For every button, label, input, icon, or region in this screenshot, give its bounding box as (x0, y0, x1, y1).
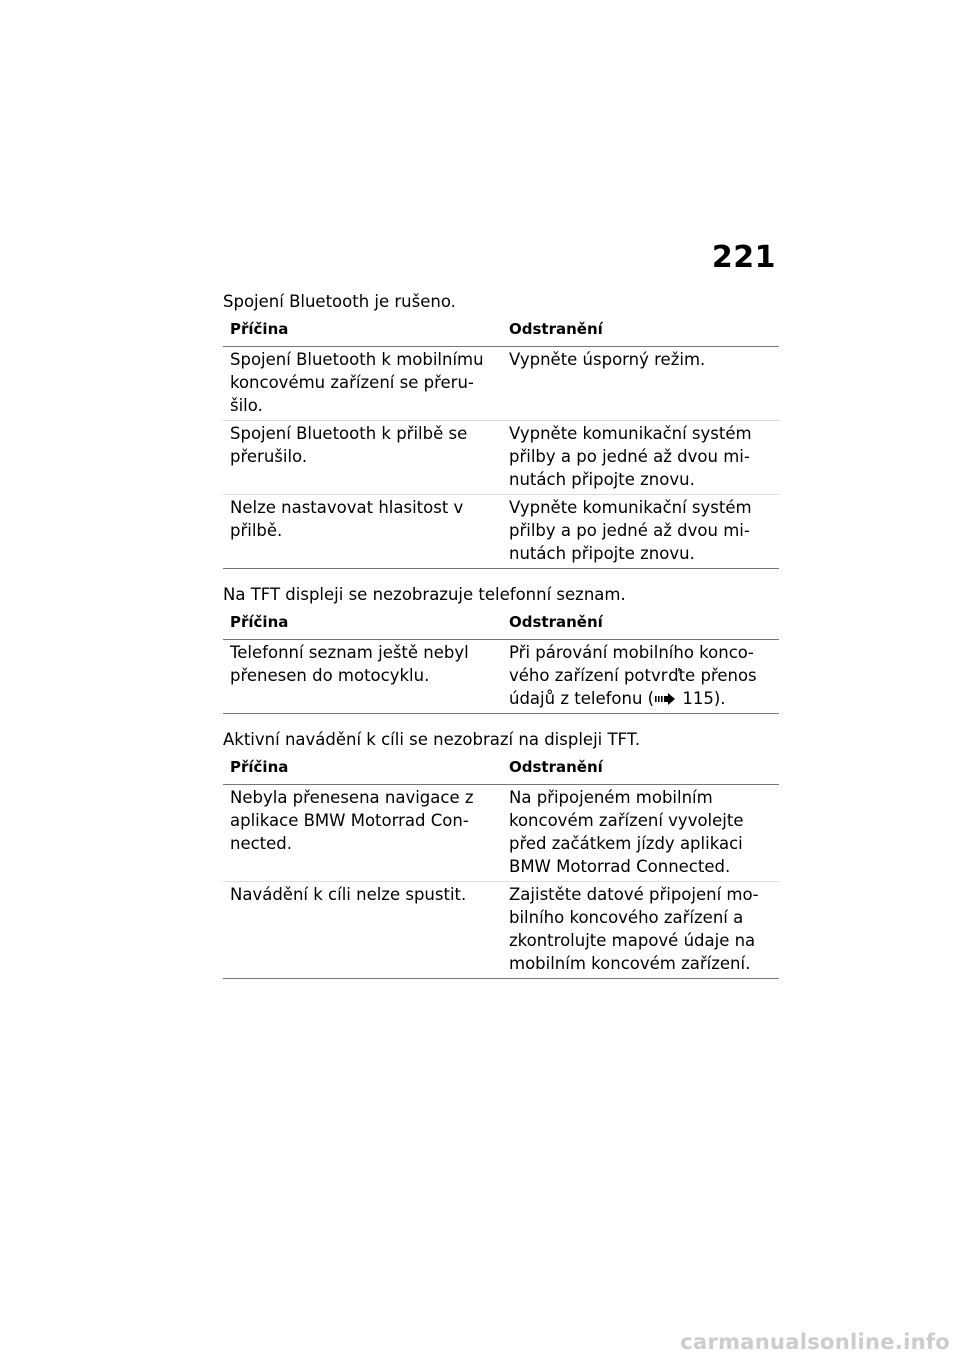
fix-text: Při párování mobilního koncového zařízení potvrďte přenos údajů z telefonu ( (509, 643, 757, 708)
cause-cell: Telefonní seznam ještě nebyl přenesen do motocyklu. (223, 640, 502, 714)
troubleshooting-table (223, 607, 779, 714)
column-header-fix: Odstranění (502, 752, 779, 785)
table-row (223, 347, 779, 421)
troubleshooting-table (223, 314, 779, 569)
section-title: Spojení Bluetooth je rušeno. (223, 292, 456, 311)
column-header-cause: Příčina (223, 607, 502, 640)
column-header-fix: Odstranění (502, 314, 779, 347)
table-row (223, 882, 779, 979)
fix-cell: Na připojeném mobilním koncovém zařízení vyvolejte před začátkem jízdy aplikaci BMW Motorrad Connected. (502, 785, 779, 882)
troubleshooting-section-phonebook (223, 583, 779, 714)
troubleshooting-table (223, 752, 779, 979)
section-title: Na TFT displeji se nezobrazuje telefonní seznam. (223, 585, 626, 604)
table-row (223, 640, 779, 714)
watermark: carmanualsonline.info (680, 1330, 950, 1354)
cause-cell: Navádění k cíli nelze spustit. (223, 882, 502, 979)
table-header-row (223, 752, 779, 785)
table-row (223, 495, 779, 569)
cause-cell: Spojení Bluetooth k přilbě se přerušilo. (223, 421, 502, 495)
column-header-fix: Odstranění (502, 607, 779, 640)
table-row (223, 785, 779, 882)
fix-cell: Vypněte komunikační systém přilby a po jedné až dvou minutách připojte znovu. (502, 421, 779, 495)
fix-cell (502, 640, 779, 714)
fix-cell: Vypněte komunikační systém přilby a po jedné až dvou minutách připojte znovu. (502, 495, 779, 569)
troubleshooting-section-bluetooth (223, 290, 779, 569)
reference-arrow-icon (655, 693, 675, 705)
fix-cell: Vypněte úsporný režim. (502, 347, 779, 421)
column-header-cause: Příčina (223, 314, 502, 347)
column-header-cause: Příčina (223, 752, 502, 785)
cause-cell: Nebyla přenesena navigace z aplikace BMW Motorrad Connected. (223, 785, 502, 882)
page-number: 221 (711, 240, 776, 275)
troubleshooting-section-navigation (223, 728, 779, 979)
table-row (223, 421, 779, 495)
table-header-row (223, 314, 779, 347)
fix-cell: Zajistěte datové připojení mobilního koncového zařízení a zkontrolujte mapové údaje na mobilním koncovém zařízení. (502, 882, 779, 979)
cause-cell: Spojení Bluetooth k mobilnímu koncovému zařízení se přerušilo. (223, 347, 502, 421)
page-reference: 115). (677, 689, 726, 708)
page-content (223, 290, 779, 993)
cause-cell: Nelze nastavovat hlasitost v přilbě. (223, 495, 502, 569)
table-header-row (223, 607, 779, 640)
section-title: Aktivní navádění k cíli se nezobrazí na displeji TFT. (223, 730, 641, 749)
